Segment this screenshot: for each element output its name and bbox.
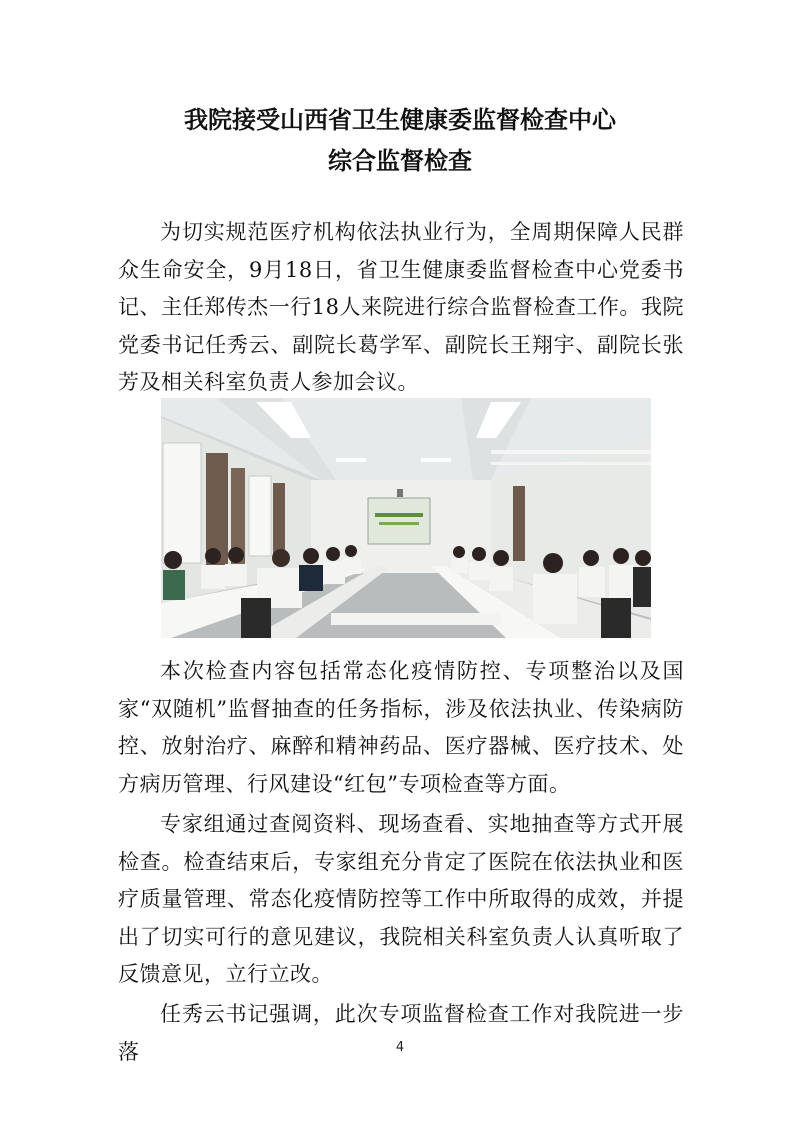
paragraph-4: 任秀云书记强调，此次专项监督检查工作对我院进一步落 [118, 1002, 684, 1064]
document-title-line-1: 我院接受山西省卫生健康委监督检查中心 [184, 105, 616, 134]
paragraph-1: 为切实规范医疗机构依法执业行为，全周期保障人民群众生命安全，9月18日，省卫生健康委监督检查中心党委书记、主任郑传杰一行18人来院进行综合监督检查工作。我院党委书记任秀云、副院长葛学军、副院长王翔宇、副院长张芳及相关科室负责人参加会议。 [118, 220, 684, 394]
paragraph-3: 专家组通过查阅资料、现场查看、实地抽查等方式开展检查。检查结束后，专家组充分肯定了医院在依法执业和医疗质量管理、常态化疫情防控等工作中所取得的成效，并提出了切实可行的意见建议，我院相关科室负责人认真听取了反馈意见，立行立改。 [118, 812, 684, 986]
meeting-room-illustration [161, 398, 651, 638]
document-title-line-2: 综合监督检查 [328, 146, 472, 175]
page-number: 4 [395, 1040, 405, 1055]
meeting-photo [161, 398, 651, 638]
paragraph-2: 本次检查内容包括常态化疫情防控、专项整治以及国家“双随机”监督抽查的任务指标，涉及依法执业、传染病防控、放射治疗、麻醉和精神药品、医疗器械、医疗技术、处方病历管理、行风建设“红包”专项检查等方面。 [118, 659, 684, 796]
